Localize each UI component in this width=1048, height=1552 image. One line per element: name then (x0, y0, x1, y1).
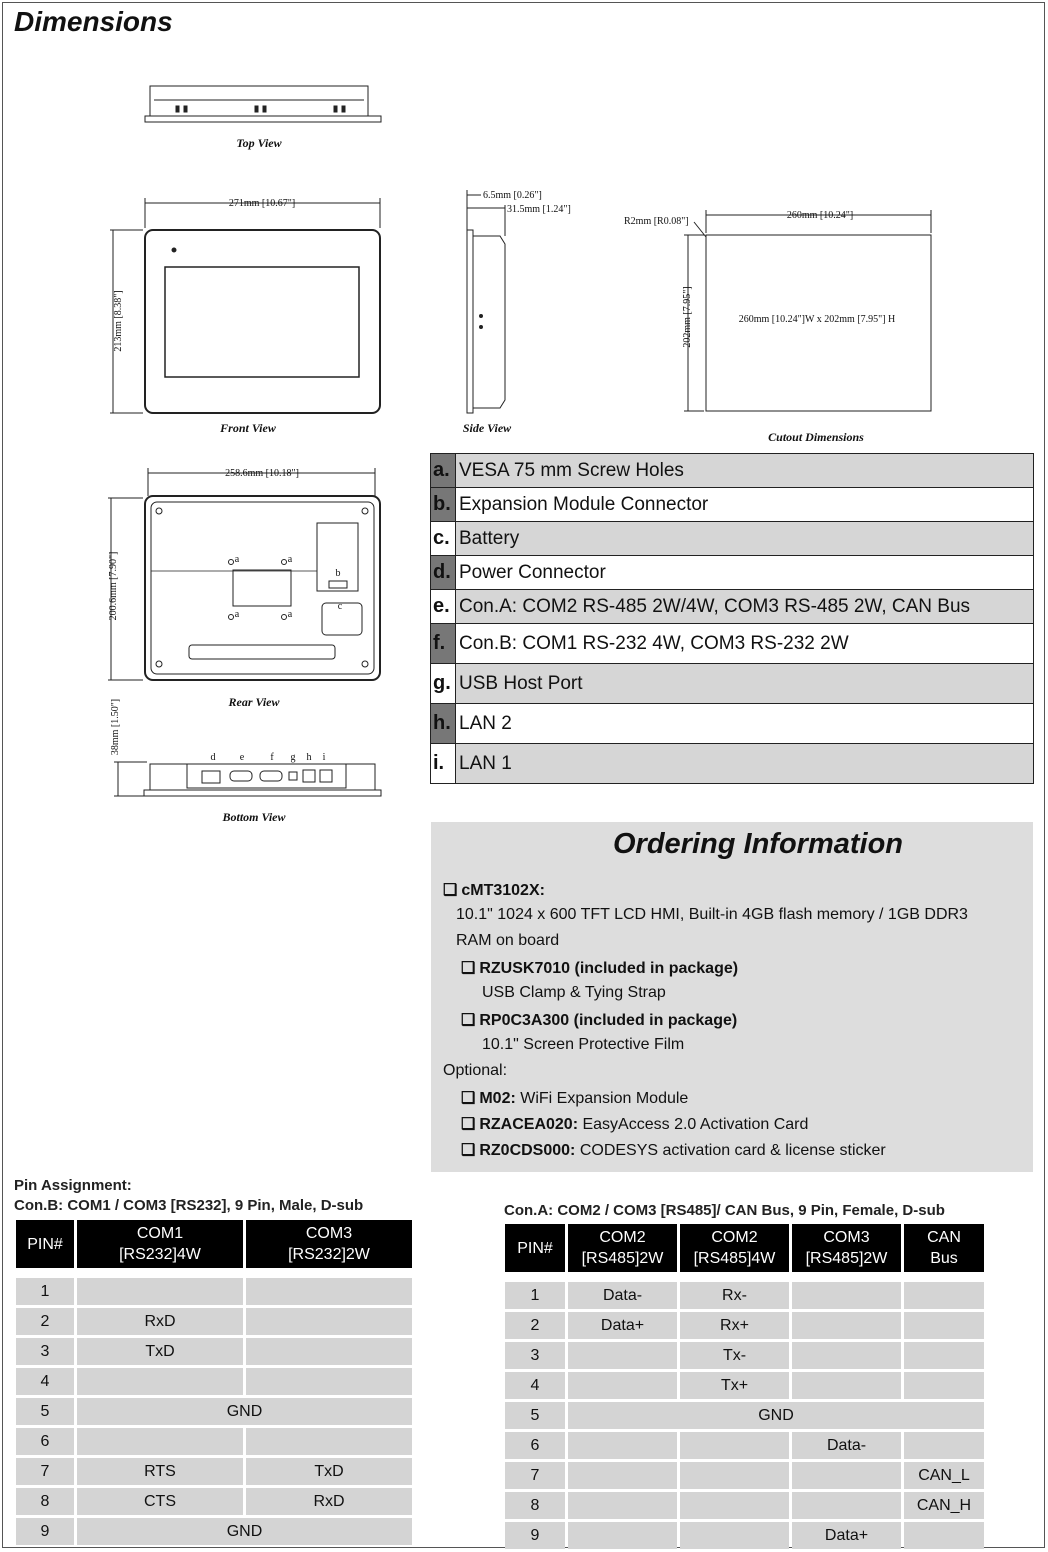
pin-assignment-heading: Pin Assignment: (14, 1177, 132, 1194)
item-1-desc: USB Clamp & Tying Strap (482, 984, 666, 1001)
pin-cell: 4 (505, 1372, 565, 1399)
con-b-pin-table (13, 1217, 415, 1548)
col-com1 (77, 1220, 243, 1268)
legend-label: Con.A: COM2 RS-485 2W/4W, COM3 RS-485 2W, CAN Bus (456, 590, 1034, 624)
cell: Data+ (792, 1522, 901, 1549)
legend-row (431, 522, 1034, 556)
bottom-view-drawing (114, 762, 381, 796)
model-line (443, 880, 545, 900)
legend-label: Power Connector (456, 556, 1034, 590)
col-com3-l1: COM3 (305, 1225, 353, 1242)
cell (904, 1522, 984, 1549)
con-b-heading: Con.B: COM1 / COM3 [RS232], 9 Pin, Male, D-sub (14, 1197, 364, 1214)
cutout-drawing (684, 210, 931, 411)
pin-cell: 2 (16, 1308, 74, 1335)
cell: Data- (792, 1432, 901, 1459)
col-com2-2w (568, 1224, 677, 1272)
com1-cell: TxD (77, 1338, 243, 1365)
cell: Data+ (568, 1312, 677, 1339)
cutout-radius-label: R2mm [R0.08"] (624, 216, 689, 227)
cell (568, 1492, 677, 1519)
legend-key: c. (431, 522, 456, 556)
optional-item-1 (461, 1088, 688, 1108)
rear-width-label: 258.6mm [10.18"] (225, 468, 299, 479)
legend-key: e. (431, 590, 456, 624)
cutout-height-label: 202mm [7.95"] (682, 286, 693, 348)
cell (568, 1462, 677, 1489)
cell (568, 1342, 677, 1369)
table-row (16, 1308, 412, 1335)
pin-cell: 9 (505, 1522, 565, 1549)
legend-row (431, 704, 1034, 744)
ordering-heading: Ordering Information (613, 828, 903, 860)
cell (792, 1312, 901, 1339)
component-legend (430, 453, 1034, 784)
pin-cell: 9 (16, 1518, 74, 1545)
pin-cell: 1 (16, 1278, 74, 1305)
pin-cell: 3 (505, 1342, 565, 1369)
opt-3-desc: CODESYS activation card & license sticker (579, 1142, 886, 1159)
con-a-pin-table (502, 1221, 987, 1552)
legend-key: b. (431, 488, 456, 522)
cell (792, 1462, 901, 1489)
optional-label: Optional: (443, 1062, 508, 1079)
opt-1-code: M02: (479, 1090, 516, 1107)
legend-key: d. (431, 556, 456, 590)
svg-text:a: a (287, 554, 293, 565)
cell (792, 1282, 901, 1309)
opt-2-code: RZACEA020: (479, 1116, 579, 1133)
cell (904, 1432, 984, 1459)
col-com2-4w-l2: [RS485]4W (693, 1250, 776, 1267)
legend-label: LAN 2 (456, 704, 1034, 744)
svg-text:a: a (287, 609, 293, 620)
svg-text:a: a (234, 554, 240, 565)
svg-text:d: d (210, 752, 216, 763)
legend-key: g. (431, 664, 456, 704)
col-com1-l1: COM1 (136, 1225, 184, 1242)
svg-text:f: f (270, 752, 274, 763)
col-com2-4w-l1: COM2 (711, 1229, 758, 1246)
com3-cell (246, 1428, 412, 1455)
optional-item-2 (461, 1114, 808, 1134)
item-2-line (461, 1010, 737, 1030)
cell (568, 1372, 677, 1399)
rear-height-label: 200.6mm [7.90"] (108, 551, 119, 621)
com1-cell (77, 1278, 243, 1305)
com3-cell (246, 1368, 412, 1395)
col-can-l1: CAN (927, 1229, 961, 1246)
cell: Rx+ (680, 1312, 789, 1339)
col-pin: PIN# (505, 1224, 565, 1272)
table-row (505, 1522, 984, 1549)
com3-cell (246, 1278, 412, 1305)
legend-label: Battery (456, 522, 1034, 556)
checkbox-icon: ❑ (443, 882, 458, 899)
legend-row (431, 624, 1034, 664)
cell (792, 1372, 901, 1399)
cell (568, 1522, 677, 1549)
legend-key: i. (431, 744, 456, 784)
gnd-cell: GND (568, 1402, 984, 1429)
svg-text:b: b (335, 568, 341, 579)
legend-key: f. (431, 624, 456, 664)
table-row (505, 1432, 984, 1459)
cell (680, 1432, 789, 1459)
item-1-name: RZUSK7010 (included in package) (479, 960, 739, 977)
model-desc-2: RAM on board (456, 932, 560, 949)
table-row (505, 1492, 984, 1519)
pin-cell: 5 (16, 1398, 74, 1425)
model-desc-1: 10.1" 1024 x 600 TFT LCD HMI, Built-in 4GB flash memory / 1GB DDR3 (456, 906, 968, 923)
legend-label: Con.B: COM1 RS-232 4W, COM3 RS-232 2W (456, 624, 1034, 664)
legend-row (431, 744, 1034, 784)
cell: CAN_H (904, 1492, 984, 1519)
side-depth-b-label: 31.5mm [1.24"] (507, 204, 571, 215)
pin-cell: 4 (16, 1368, 74, 1395)
com3-cell: TxD (246, 1458, 412, 1485)
svg-text:h: h (306, 752, 312, 763)
cell (680, 1492, 789, 1519)
col-com3-2w-l2: [RS485]2W (805, 1250, 888, 1267)
table-row (505, 1462, 984, 1489)
model-name: cMT3102X: (461, 882, 545, 899)
table-header-row (16, 1220, 412, 1268)
svg-text:c: c (337, 601, 343, 612)
checkbox-icon: ❑ (461, 1012, 476, 1029)
cell (904, 1282, 984, 1309)
pin-cell: 7 (505, 1462, 565, 1489)
item-2-desc: 10.1" Screen Protective Film (482, 1036, 685, 1053)
legend-key: a. (431, 454, 456, 488)
gnd-cell: GND (77, 1398, 412, 1425)
legend-row (431, 590, 1034, 624)
gnd-cell: GND (77, 1518, 412, 1545)
table-row (505, 1312, 984, 1339)
checkbox-icon: ❑ (461, 1116, 476, 1133)
legend-row (431, 488, 1034, 522)
front-view-caption: Front View (220, 421, 276, 435)
side-view-drawing (467, 190, 505, 413)
legend-label: LAN 1 (456, 744, 1034, 784)
cell: Tx+ (680, 1372, 789, 1399)
cell (792, 1342, 901, 1369)
cell: Data- (568, 1282, 677, 1309)
pin-cell: 1 (505, 1282, 565, 1309)
table-row (16, 1338, 412, 1365)
pin-cell: 6 (505, 1432, 565, 1459)
pin-cell: 8 (505, 1492, 565, 1519)
com1-cell (77, 1428, 243, 1455)
table-row (505, 1282, 984, 1309)
legend-row (431, 454, 1034, 488)
con-a-heading: Con.A: COM2 / COM3 [RS485]/ CAN Bus, 9 Pin, Female, D-sub (504, 1202, 945, 1219)
top-view-caption: Top View (236, 136, 282, 150)
svg-text:a: a (234, 609, 240, 620)
table-row (16, 1488, 412, 1515)
col-com3-l2: [RS232]2W (288, 1246, 370, 1263)
pin-cell: 5 (505, 1402, 565, 1429)
com3-cell (246, 1308, 412, 1335)
col-com2-2w-l1: COM2 (599, 1229, 646, 1246)
table-row (16, 1428, 412, 1455)
col-com3 (246, 1220, 412, 1268)
item-2-name: RP0C3A300 (included in package) (479, 1012, 738, 1029)
cutout-size-label: 260mm [10.24"]W x 202mm [7.95"] H (738, 314, 896, 325)
svg-text:g: g (290, 752, 296, 763)
com1-cell: RxD (77, 1308, 243, 1335)
com1-cell: RTS (77, 1458, 243, 1485)
legend-label: USB Host Port (456, 664, 1034, 704)
legend-key: h. (431, 704, 456, 744)
pin-cell: 7 (16, 1458, 74, 1485)
table-row (16, 1278, 412, 1305)
cell (904, 1312, 984, 1339)
table-row (505, 1372, 984, 1399)
pin-cell: 3 (16, 1338, 74, 1365)
rear-view-caption: Rear View (228, 695, 280, 709)
svg-text:e: e (239, 752, 245, 763)
col-com1-l2: [RS232]4W (119, 1246, 201, 1263)
opt-2-desc: EasyAccess 2.0 Activation Card (582, 1116, 809, 1133)
item-1-line (461, 958, 738, 978)
legend-label: VESA 75 mm Screw Holes (456, 454, 1034, 488)
cell: Tx- (680, 1342, 789, 1369)
cell: CAN_L (904, 1462, 984, 1489)
legend-row (431, 556, 1034, 590)
cell (568, 1432, 677, 1459)
front-view-drawing (110, 198, 380, 413)
cell (792, 1492, 901, 1519)
opt-1-desc: WiFi Expansion Module (520, 1090, 689, 1107)
table-row (16, 1398, 412, 1425)
ordering-info-panel (431, 822, 1033, 1172)
cell (904, 1372, 984, 1399)
table-row (16, 1458, 412, 1485)
col-com2-2w-l2: [RS485]2W (581, 1250, 664, 1267)
legend-label: Expansion Module Connector (456, 488, 1034, 522)
checkbox-icon: ❑ (461, 960, 476, 977)
col-com2-4w (680, 1224, 789, 1272)
table-row (16, 1518, 412, 1545)
checkbox-icon: ❑ (461, 1090, 476, 1107)
col-com3-2w (792, 1224, 901, 1272)
page-title: Dimensions (14, 6, 173, 37)
col-pin: PIN# (16, 1220, 74, 1268)
table-row (16, 1368, 412, 1395)
legend-row (431, 664, 1034, 704)
opt-3-code: RZ0CDS000: (479, 1142, 576, 1159)
cutout-caption: Cutout Dimensions (768, 430, 864, 444)
pin-cell: 6 (16, 1428, 74, 1455)
side-view-caption: Side View (462, 421, 512, 435)
bottom-depth-label: 38mm [1.50"] (110, 698, 121, 756)
bottom-view-caption: Bottom View (222, 810, 286, 824)
side-depth-a-label: 6.5mm [0.26"] (483, 190, 542, 201)
col-can-bus (904, 1224, 984, 1272)
com3-cell: RxD (246, 1488, 412, 1515)
table-header-row (505, 1224, 984, 1272)
optional-item-3 (461, 1140, 886, 1160)
cell: Rx- (680, 1282, 789, 1309)
table-row (505, 1342, 984, 1369)
front-height-label: 213mm [8.38"] (113, 290, 124, 352)
cell (904, 1342, 984, 1369)
pin-cell: 8 (16, 1488, 74, 1515)
cell (680, 1522, 789, 1549)
cell (680, 1462, 789, 1489)
checkbox-icon: ❑ (461, 1142, 476, 1159)
pin-cell: 2 (505, 1312, 565, 1339)
com1-cell: CTS (77, 1488, 243, 1515)
top-view-drawing (145, 86, 381, 122)
svg-text:i: i (322, 752, 326, 763)
com1-cell (77, 1368, 243, 1395)
com3-cell (246, 1338, 412, 1365)
table-row (505, 1402, 984, 1429)
front-width-label: 271mm [10.67"] (228, 198, 296, 209)
col-can-l2: Bus (930, 1250, 958, 1267)
cutout-width-label: 260mm [10.24"] (786, 210, 854, 221)
col-com3-2w-l1: COM3 (823, 1229, 870, 1246)
